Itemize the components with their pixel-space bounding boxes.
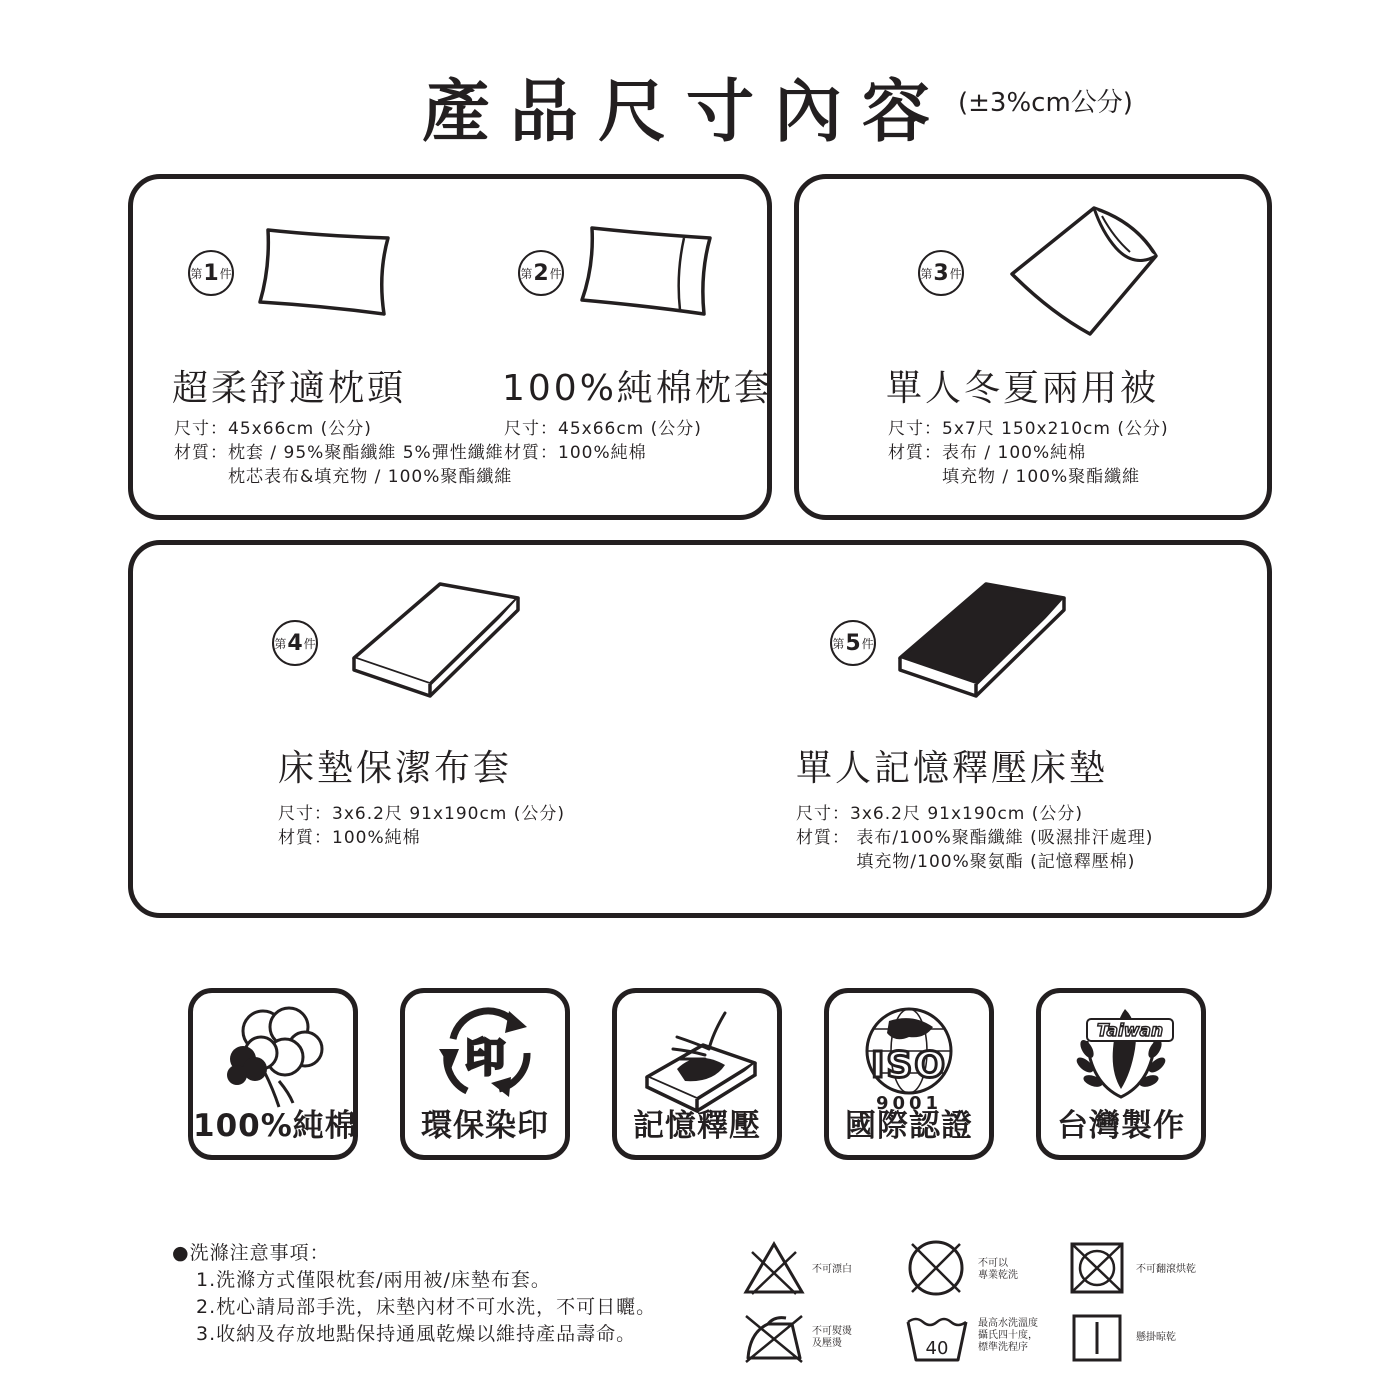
feature-label-taiwan: 台灣製作 (1057, 1108, 1185, 1144)
mattress-icon (896, 580, 1068, 700)
feature-label-iso: 國際認證 (845, 1108, 973, 1144)
feature-label-memory-foam: 記憶釋壓 (633, 1108, 761, 1144)
product-spec-3: 尺寸：5x7尺 150x210cm (公分) 材質：表布 / 100%純棉 填充物 / 100%聚酯纖維 (888, 419, 1169, 487)
care-label-no-bleach: 不可漂白 (812, 1264, 852, 1275)
wash-40-icon (904, 1314, 970, 1364)
care-item-2: 2.枕心請局部手洗，床墊內材不可水洗，不可日曬。 (196, 1296, 657, 1318)
product-spec-1: 尺寸：45x66cm (公分) 材質：枕套 / 95%聚酯纖維 5%彈性纖維 枕芯表布&填充物 / 100%聚酯纖維 (174, 419, 513, 487)
memory-foam-hand-icon (617, 993, 777, 1113)
wash-temp: 40 (925, 1338, 949, 1359)
item-badge-2: 第 2 件 (518, 250, 564, 296)
care-item-3: 3.收納及存放地點保持通風乾燥以維持產品壽命。 (196, 1323, 637, 1345)
care-heading: ●洗滌注意事項： (172, 1242, 330, 1264)
item-badge-4: 第 4 件 (272, 620, 318, 666)
feature-label-eco-print: 環保染印 (421, 1108, 549, 1144)
no-bleach-icon (742, 1240, 806, 1296)
tolerance-note: (±3%cm公分) (958, 88, 1133, 118)
product-spec-4: 尺寸：3x6.2尺 91x190cm (公分) 材質：100%純棉 (278, 804, 566, 848)
iso-globe-icon (829, 993, 989, 1113)
pillow-icon (254, 224, 394, 320)
page-title: 產品尺寸內容 (422, 73, 951, 152)
care-label-wash-40: 最高水洗溫度 攝氏四十度， 標準洗程序 (978, 1318, 1038, 1353)
cotton-icon (193, 993, 353, 1113)
pillowcase-icon (576, 222, 716, 320)
product-name-5: 單人記憶釋壓床墊 (796, 748, 1109, 789)
no-iron-icon (742, 1312, 806, 1364)
feature-cotton (188, 988, 358, 1160)
feature-eco-print (400, 988, 570, 1160)
quilt-icon (1006, 202, 1166, 342)
iso-glyph: ISO (871, 1045, 947, 1086)
taiwan-glyph: Taiwan (1096, 1021, 1164, 1041)
feature-iso (824, 988, 994, 1160)
product-spec-5: 尺寸：3x6.2尺 91x190cm (公分) 材質： 表布/100%聚酯纖維 (吸濕排汗處理) 填充物/100%聚氨酯 (記憶釋壓棉) (796, 804, 1154, 872)
care-label-line-dry: 懸掛晾乾 (1136, 1332, 1176, 1343)
feature-taiwan (1036, 988, 1206, 1160)
item-badge-1: 第 1 件 (188, 250, 234, 296)
eco-print-glyph: 印 (465, 1035, 505, 1081)
no-dry-clean-icon (904, 1238, 968, 1298)
product-name-4: 床墊保潔布套 (278, 748, 513, 789)
product-spec-2: 尺寸：45x66cm (公分) 材質：100%純棉 (504, 419, 702, 463)
item-badge-5: 第 5 件 (830, 620, 876, 666)
care-notes (172, 1240, 656, 1348)
iso-number: 9001 (875, 1093, 943, 1113)
taiwan-laurel-icon (1041, 993, 1201, 1113)
care-label-no-dry-clean: 不可以 專業乾洗 (978, 1258, 1018, 1281)
mattress-cover-icon (350, 580, 522, 700)
line-dry-icon (1070, 1312, 1124, 1364)
feature-label-cotton: 100%純棉 (193, 1108, 357, 1144)
feature-memory-foam (612, 988, 782, 1160)
care-label-no-tumble-dry: 不可翻滾烘乾 (1136, 1264, 1196, 1275)
item-badge-3: 第 3 件 (918, 250, 964, 296)
care-label-no-iron: 不可熨燙 及壓燙 (812, 1326, 852, 1349)
product-name-3: 單人冬夏兩用被 (886, 368, 1160, 409)
product-name-1: 超柔舒適枕頭 (172, 368, 407, 409)
no-tumble-dry-icon (1068, 1240, 1126, 1296)
product-name-2: 100%純棉枕套 (502, 368, 773, 409)
eco-print-icon (405, 993, 565, 1113)
care-item-1: 1.洗滌方式僅限枕套/兩用被/床墊布套。 (196, 1269, 551, 1291)
